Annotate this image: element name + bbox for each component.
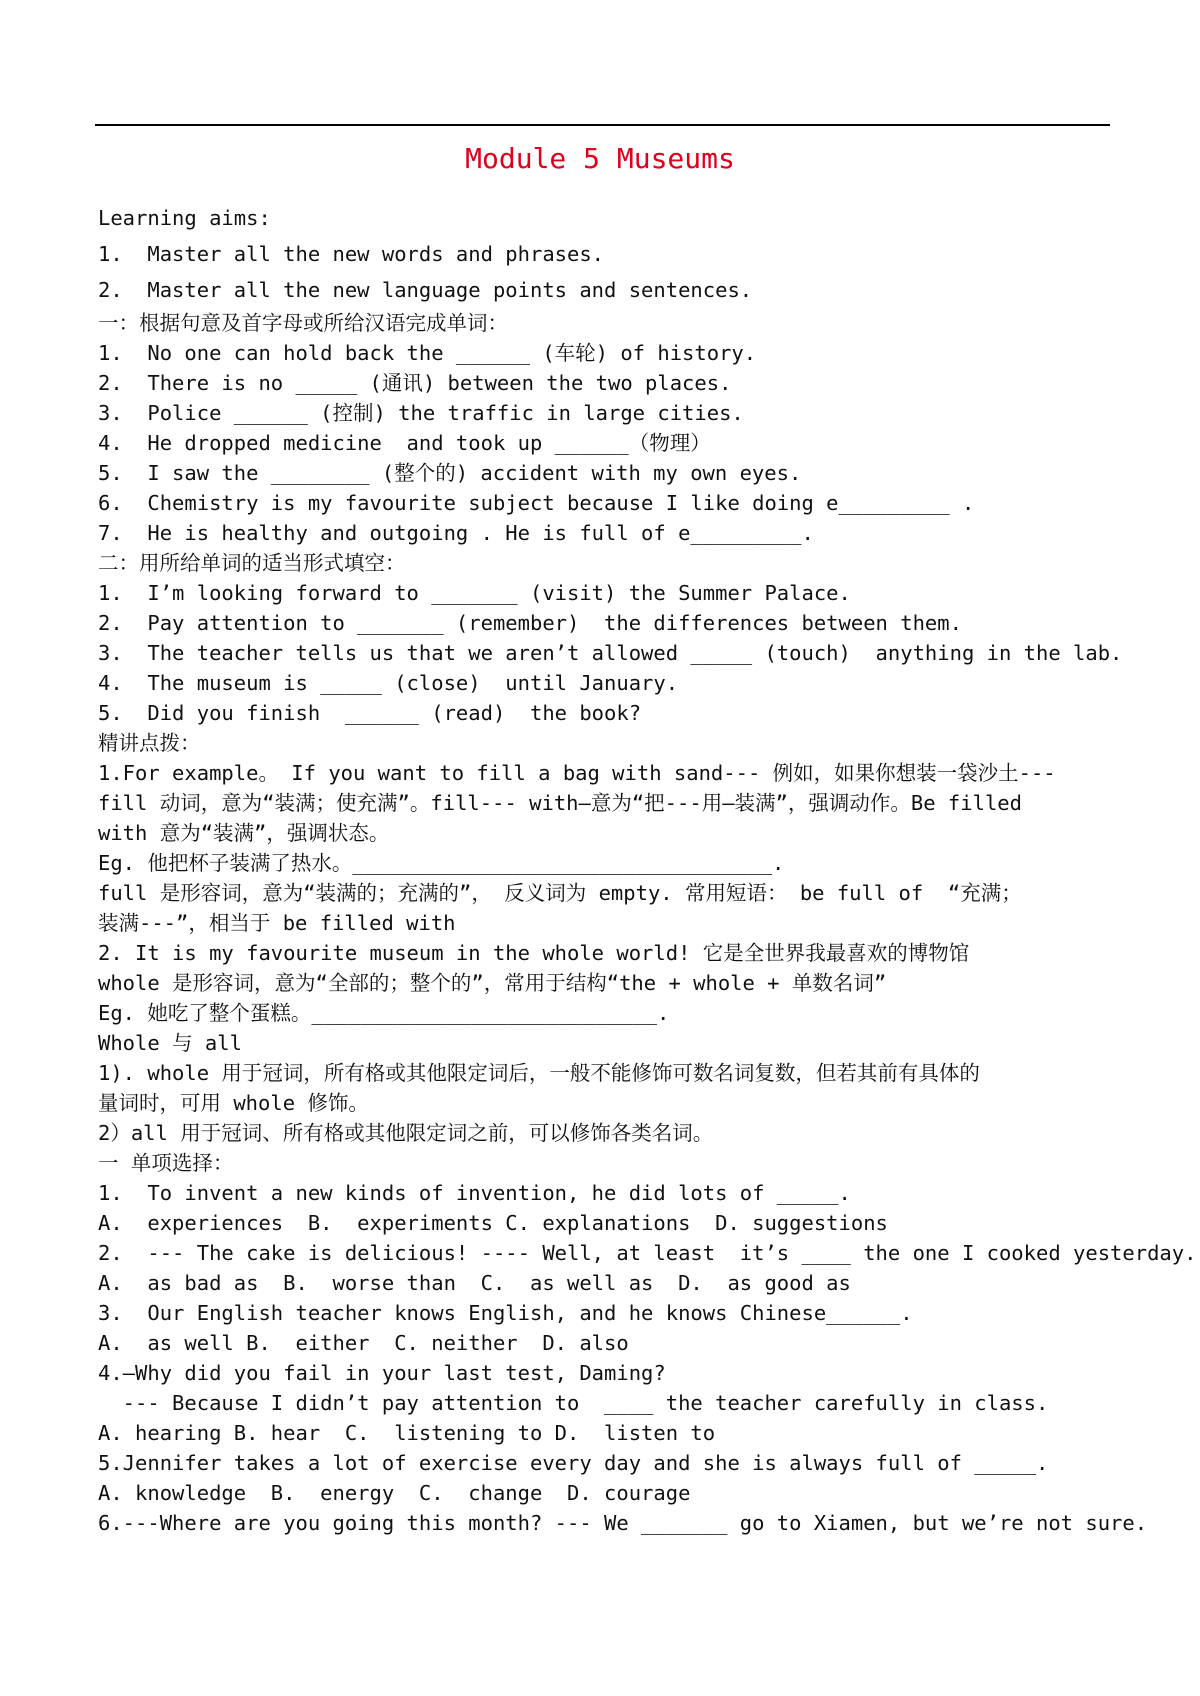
text-line: A. knowledge B. energy C. change D. courage [98, 1481, 691, 1505]
text-line: full 是形容词，意为“装满的；充满的”， 反义词为 empty. 常用短语： be full of “充满； [98, 881, 1022, 905]
text-line: 1. No one can hold back the ______ (车轮) of history. [98, 341, 757, 365]
text-line: 3. Police ______ (控制) the traffic in large cities. [98, 401, 744, 425]
text-line: --- Because I didn’t pay attention to ____ the teacher carefully in class. [98, 1391, 1049, 1415]
text-line: with 意为“装满”，强调状态。 [98, 821, 390, 845]
text-line: 5.Jennifer takes a lot of exercise every day and she is always full of _____. [98, 1451, 1049, 1475]
text-line: 4. He dropped medicine and took up ______（物理） [98, 431, 711, 455]
text-line: 2. It is my favourite museum in the whole world! 它是全世界我最喜欢的博物馆 [98, 941, 970, 965]
text-line: 2. Pay attention to _______ (remember) the differences between them. [98, 611, 962, 635]
text-line: 2）all 用于冠词、所有格或其他限定词之前，可以修饰各类名词。 [98, 1121, 714, 1145]
text-line: A. as well B. either C. neither D. also [98, 1331, 629, 1355]
text-line: 装满---”，相当于 be filled with [98, 911, 456, 935]
text-line: 5. Did you finish ______ (read) the book? [98, 701, 642, 725]
text-line: fill 动词，意为“装满；使充满”。fill--- with—意为“把---用—装满”，强调动作。Be filled [98, 791, 1022, 815]
text-line: 2. There is no _____ (通讯) between the two places. [98, 371, 732, 395]
section-heading: 精讲点拨： [98, 731, 201, 755]
header-rule [95, 124, 1110, 126]
text-line: whole 是形容词，意为“全部的；整个的”，常用于结构“the + whole + 单数名词” [98, 971, 887, 995]
section-heading: 一 单项选择： [98, 1151, 234, 1175]
page-title: Module 5 Museums [465, 142, 735, 175]
text-line: 5. I saw the ________ (整个的) accident with my own eyes. [98, 461, 802, 485]
text-line: 量词时，可用 whole 修饰。 [98, 1091, 369, 1115]
text-line: 7. He is healthy and outgoing . He is full of e_________. [98, 521, 814, 545]
text-line: 2. Master all the new language points and sentences. [98, 278, 753, 302]
text-line: A. experiences B. experiments C. explanations D. suggestions [98, 1211, 888, 1235]
text-line: 1.For example。 If you want to fill a bag with sand--- 例如，如果你想装一袋沙土--- [98, 761, 1056, 785]
text-line: 1. To invent a new kinds of invention, he did lots of _____. [98, 1181, 851, 1205]
text-line: 4.—Why did you fail in your last test, Daming? [98, 1361, 666, 1385]
text-line: 1. I’m looking forward to _______ (visit) the Summer Palace. [98, 581, 851, 605]
text-line: A. as bad as B. worse than C. as well as D. as good as [98, 1271, 851, 1295]
text-line: 4. The museum is _____ (close) until January. [98, 671, 679, 695]
text-line: 3. The teacher tells us that we aren’t allowed _____ (touch) anything in the lab. [98, 641, 1123, 665]
section-heading: 一：根据句意及首字母或所给汉语完成单词： [98, 311, 508, 335]
text-line: 2. --- The cake is delicious! ---- Well, at least it’s ____ the one I cooked yesterday. [98, 1241, 1197, 1265]
text-line: 1. Master all the new words and phrases. [98, 242, 605, 266]
text-line: 1). whole 用于冠词，所有格或其他限定词后，一般不能修饰可数名词复数，但若其前有具体的 [98, 1061, 980, 1085]
text-line: Learning aims: [98, 206, 271, 230]
text-line: Whole 与 all [98, 1031, 242, 1055]
text-line: 3. Our English teacher knows English, and he knows Chinese______. [98, 1301, 913, 1325]
text-line: A. hearing B. hear C. listening to D. listen to [98, 1421, 716, 1445]
text-line: Eg. 他把杯子装满了热水。__________________________________. [98, 851, 785, 875]
text-line: 6.---Where are you going this month? --- We _______ go to Xiamen, but we’re not sure. [98, 1511, 1148, 1535]
text-line: 6. Chemistry is my favourite subject because I like doing e_________ . [98, 491, 975, 515]
section-heading: 二：用所给单词的适当形式填空： [98, 551, 406, 575]
text-line: Eg. 她吃了整个蛋糕。____________________________. [98, 1001, 670, 1025]
